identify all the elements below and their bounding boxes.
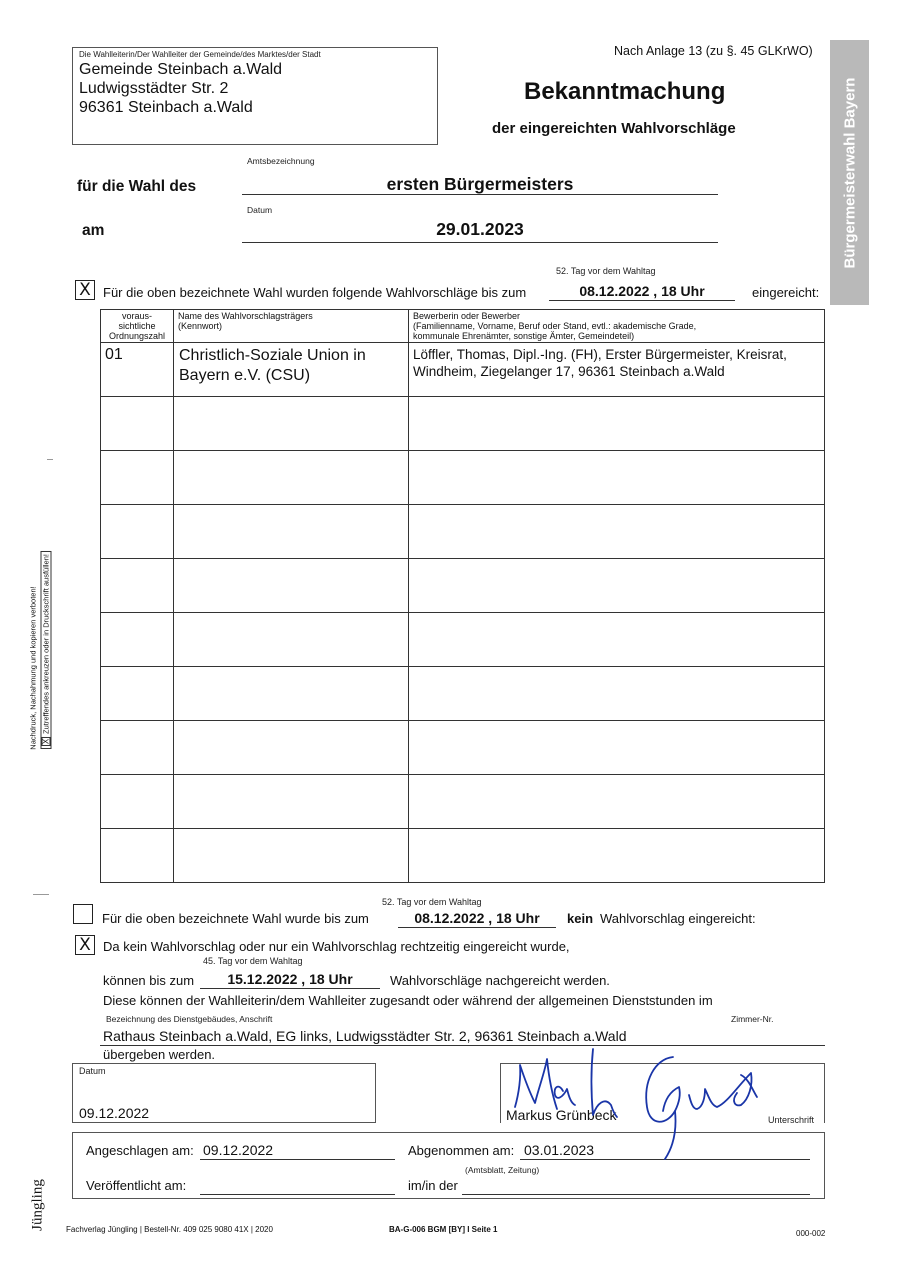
order-number — [101, 613, 174, 667]
party-name — [174, 451, 409, 505]
signer-name: Markus Grünbeck — [506, 1107, 617, 1123]
table-row — [101, 721, 825, 775]
candidate — [409, 721, 825, 775]
order-number — [101, 397, 174, 451]
order-number — [101, 829, 174, 883]
candidate — [409, 667, 825, 721]
brand-name: Jüngling — [29, 1179, 46, 1231]
table-row — [101, 559, 825, 613]
party-name — [174, 721, 409, 775]
posted-line — [200, 1159, 395, 1160]
header-order-number: voraus- sichtliche Ordnungszahl — [101, 310, 174, 343]
order-number — [101, 721, 174, 775]
candidate — [409, 451, 825, 505]
order-number — [101, 667, 174, 721]
party-name — [174, 559, 409, 613]
side-note-instructions — [41, 551, 52, 749]
table-row — [101, 505, 825, 559]
option1-deadline-line — [549, 300, 735, 301]
date-label: am — [82, 222, 105, 239]
option1-checkbox[interactable]: X — [75, 280, 95, 300]
candidate — [409, 397, 825, 451]
option3-deadline-line — [200, 988, 380, 989]
party-name — [174, 775, 409, 829]
party-name — [174, 829, 409, 883]
election-date: 29.01.2023 — [436, 219, 524, 239]
option3-text: Da kein Wahlvorschlag oder nur ein Wahlvorschlag rechtzeitig eingereicht wurde, — [103, 939, 570, 954]
table-row — [101, 667, 825, 721]
order-number — [101, 559, 174, 613]
date-line — [242, 242, 718, 243]
table-row — [101, 613, 825, 667]
tick-mark — [47, 459, 53, 460]
option3-suffix: Wahlvorschläge nachgereicht werden. — [390, 973, 610, 988]
office-value: ersten Bürgermeisters — [386, 174, 574, 194]
nominations-table — [100, 309, 825, 883]
option2-suffix-bold: kein — [567, 911, 594, 926]
option3-line3: übergeben werden. — [103, 1047, 216, 1062]
option1-deadline: 08.12.2022 , 18 Uhr — [579, 283, 705, 299]
side-note-copyright: Nachdruck, Nachahmung und kopieren verboten! — [28, 586, 38, 750]
authority-caption: Die Wahlleiterin/Der Wahlleiter der Gemeinde/des Marktes/der Stadt — [79, 50, 321, 59]
side-note-box: X — [41, 738, 51, 745]
candidate — [409, 613, 825, 667]
tick-mark — [33, 894, 49, 895]
removed-label: Abgenommen am: — [408, 1143, 515, 1158]
candidate: Löffler, Thomas, Dipl.-Ing. (FH), Erster Bürgermeister, Kreisrat, Windheim, Ziegelanger 17, 96361 Steinbach a.Wald — [409, 343, 825, 397]
candidate — [409, 505, 825, 559]
table-row — [101, 343, 825, 397]
option1-deadline-caption: 52. Tag vor dem Wahltag — [556, 266, 656, 276]
posted-label: Angeschlagen am: — [86, 1143, 194, 1158]
order-number — [101, 775, 174, 829]
document-title: Bekanntmachung — [524, 78, 726, 105]
candidate — [409, 559, 825, 613]
building-caption: Bezeichnung des Dienstgebäudes, Anschrift — [106, 1014, 273, 1024]
option2-text: Für die oben bezeichnete Wahl wurde bis zum — [102, 911, 369, 926]
building-value: Rathaus Steinbach a.Wald, EG links, Ludwigsstädter Str. 2, 96361 Steinbach a.Wald — [103, 1028, 627, 1044]
option1-suffix: eingereicht: — [752, 285, 820, 300]
handwritten-signature — [505, 1035, 785, 1165]
table-row — [101, 829, 825, 883]
party-name — [174, 613, 409, 667]
option2-suffix: Wahlvorschlag eingereicht: — [600, 911, 756, 926]
candidate — [409, 775, 825, 829]
option2-deadline-line — [398, 927, 556, 928]
order-number: 01 — [101, 343, 174, 397]
in-label: im/in der — [408, 1178, 458, 1193]
option3-deadline: 15.12.2022 , 18 Uhr — [227, 971, 353, 987]
side-banner — [830, 40, 869, 305]
office-caption: Amtsbezeichnung — [247, 156, 315, 166]
option2-deadline-caption: 52. Tag vor dem Wahltag — [382, 897, 482, 907]
party-name — [174, 667, 409, 721]
option3-deadline-caption: 45. Tag vor dem Wahltag — [203, 956, 303, 966]
order-number — [101, 451, 174, 505]
election-for-label: für die Wahl des — [77, 178, 197, 195]
signature-caption: Unterschrift — [768, 1115, 815, 1125]
table-row — [101, 775, 825, 829]
option3-prefix: können bis zum — [103, 973, 195, 988]
signature-date: 09.12.2022 — [79, 1105, 150, 1121]
room-caption: Zimmer-Nr. — [731, 1014, 774, 1024]
party-name — [174, 505, 409, 559]
party-name — [174, 397, 409, 451]
footer-number: 000-002 — [796, 1229, 826, 1238]
table-row — [101, 397, 825, 451]
authority-line-1: Gemeinde Steinbach a.Wald — [79, 61, 283, 78]
document-subtitle: der eingereichten Wahlvorschläge — [492, 120, 736, 137]
removed-value: 03.01.2023 — [524, 1142, 595, 1158]
authority-line-2: Ludwigsstädter Str. 2 — [79, 80, 229, 97]
header-candidate: Bewerberin oder Bewerber (Familienname, Vorname, Beruf oder Stand, evtl.: akademische Grade, kommunale Ehrenämter, sonstige Ämter, Gemeindeteil) — [409, 310, 825, 343]
option3-line2: Diese können der Wahlleiterin/dem Wahlleiter zugesandt oder während der allgemeinen Dienststunden im — [103, 993, 713, 1008]
published-line — [200, 1194, 395, 1195]
side-banner-text: Bürgermeisterwahl Bayern — [841, 77, 858, 268]
form-reference: Nach Anlage 13 (zu §. 45 GLKrWO) — [614, 44, 813, 58]
authority-line-3: 96361 Steinbach a.Wald — [79, 99, 253, 116]
date-caption: Datum — [247, 205, 273, 215]
candidate — [409, 829, 825, 883]
posted-value: 09.12.2022 — [203, 1142, 274, 1158]
footer-form-code: BA-G-006 BGM [BY] I Seite 1 — [389, 1225, 498, 1234]
option1-text: Für die oben bezeichnete Wahl wurden folgende Wahlvorschläge bis zum — [103, 285, 527, 300]
option2-deadline: 08.12.2022 , 18 Uhr — [414, 910, 540, 926]
in-line — [462, 1194, 810, 1195]
table-header-row — [101, 310, 825, 343]
brand-logo — [30, 1179, 47, 1231]
option3-checkbox[interactable]: X — [75, 935, 95, 955]
order-number — [101, 505, 174, 559]
party-name: Christlich-Soziale Union in Bayern e.V. (CSU) — [174, 343, 409, 397]
published-label: Veröffentlicht am: — [86, 1178, 187, 1193]
office-line — [242, 194, 718, 195]
header-party: Name des Wahlvorschlagsträgers (Kennwort) — [174, 310, 409, 343]
gazette-caption: (Amtsblatt, Zeitung) — [465, 1165, 540, 1175]
footer-publisher: Fachverlag Jüngling | Bestell-Nr. 409 025 9080 41X | 2020 — [66, 1225, 273, 1234]
side-note-text: Zutreffendes ankreuzen oder in Druckschrift ausfüllen! — [41, 554, 51, 734]
signature-date-caption: Datum — [79, 1066, 106, 1076]
table-row — [101, 451, 825, 505]
option2-checkbox[interactable] — [73, 904, 93, 924]
